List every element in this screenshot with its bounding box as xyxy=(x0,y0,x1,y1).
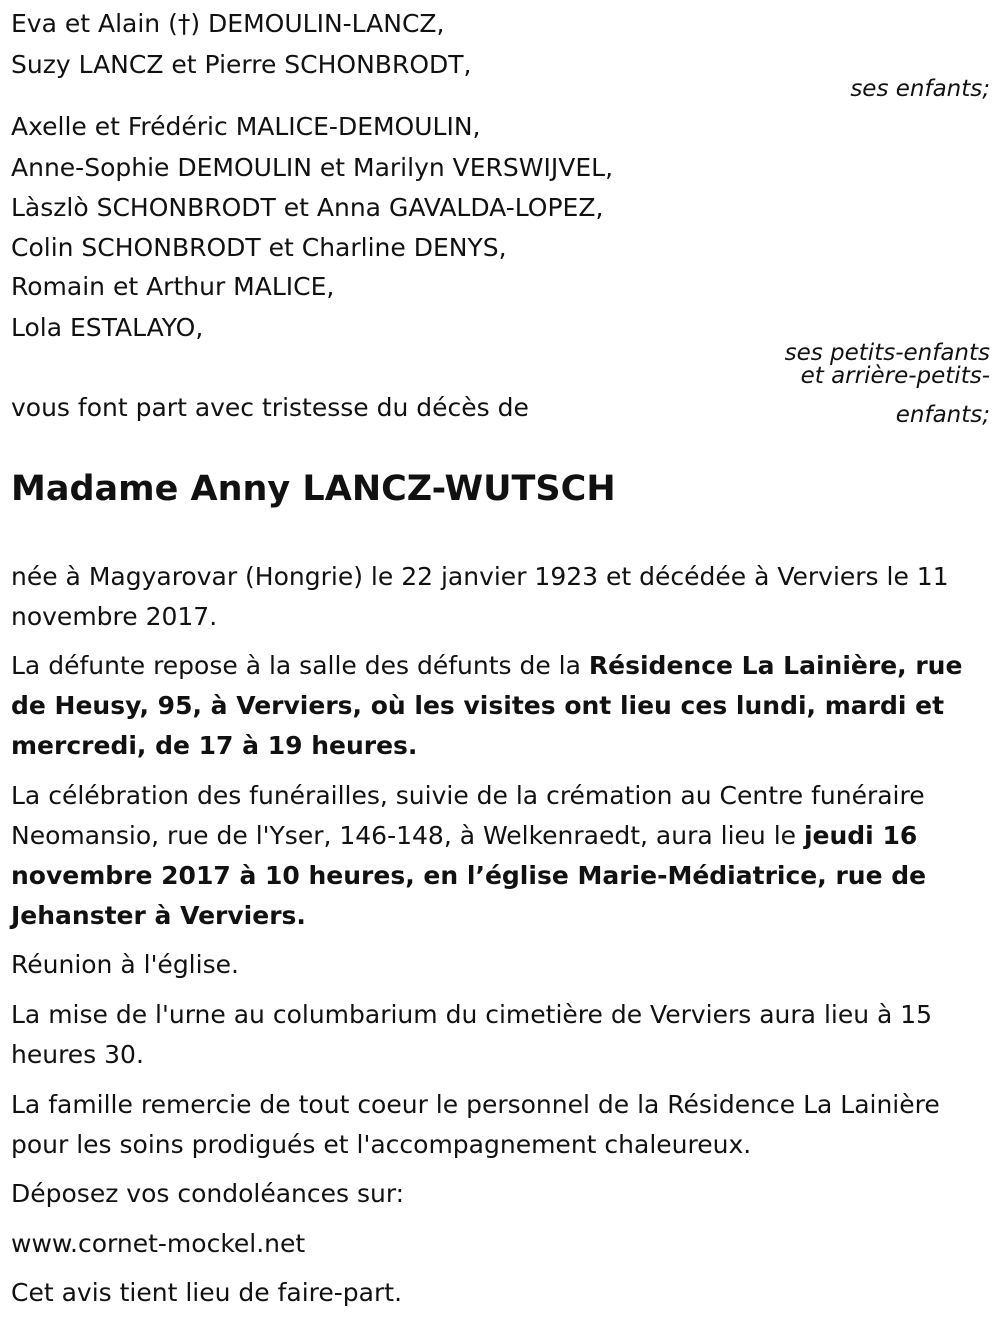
grandchild-line: Anne-Sophie DEMOULIN et Marilyn VERSWIJVEL, xyxy=(11,153,614,182)
birth-death-paragraph: née à Magyarovar (Hongrie) le 22 janvier 1923 et décédée à Verviers le 11 novembre 2017. xyxy=(11,562,949,631)
grandchild-line: Romain et Arthur MALICE, xyxy=(11,272,335,301)
grandchildren-role-label: et arrière-petits- xyxy=(800,363,990,389)
ceremony-details-bold: jeudi 16 novembre 2017 à 10 heures, en l’église Marie-Médiatrice, rue de Jehanster à Verviers. xyxy=(11,821,927,930)
website-link[interactable]: www.cornet-mockel.net xyxy=(11,1229,306,1258)
grandchild-line: Colin SCHONBRODT et Charline DENYS, xyxy=(11,233,507,262)
condolences-paragraph: Déposez vos condoléances sur: xyxy=(11,1179,405,1208)
visitation-text: La défunte repose à la salle des défunts de la xyxy=(11,651,589,680)
grandchild-line: Lola ESTALAYO, xyxy=(11,313,204,342)
grandchild-line: Làszlò SCHONBRODT et Anna GAVALDA-LOPEZ, xyxy=(11,193,604,222)
ceremony-text: La célébration des funérailles, suivie de la crémation au Centre funéraire Neomansio, rue de l'Yser, 146-148, à Welkenraedt, aura lieu le xyxy=(11,781,925,850)
reunion-paragraph: Réunion à l'église. xyxy=(11,950,239,979)
grandchild-line: Axelle et Frédéric MALICE-DEMOULIN, xyxy=(11,112,481,141)
deceased-name: Madame Anny LANCZ-WUTSCH xyxy=(11,469,616,509)
urn-paragraph: La mise de l'urne au columbarium du cimetière de Verviers aura lieu à 15 heures 30. xyxy=(11,1000,933,1069)
ceremony-paragraph xyxy=(11,776,996,936)
child-line: Eva et Alain (†) DEMOULIN-LANCZ, xyxy=(11,9,445,38)
grandchildren-role-label: ses petits-enfants xyxy=(784,340,990,366)
grandchildren-role-label: enfants; xyxy=(895,402,990,428)
notice-paragraph: Cet avis tient lieu de faire-part. xyxy=(11,1278,403,1307)
child-line: Suzy LANCZ et Pierre SCHONBRODT, xyxy=(11,50,472,79)
thanks-paragraph: La famille remercie de tout coeur le personnel de la Résidence La Lainière pour les soins prodigués et l'accompagnement chaleureux. xyxy=(11,1090,940,1159)
visitation-location-bold: Résidence La Lainière, rue de Heusy, 95, à Verviers, où les visites ont lieu ces lundi, mardi et mercredi, de 17 à 19 heures. xyxy=(11,651,963,760)
visitation-paragraph xyxy=(11,646,996,766)
intro-text: vous font part avec tristesse du décès de xyxy=(11,393,529,422)
children-role-label: ses enfants; xyxy=(850,76,990,102)
